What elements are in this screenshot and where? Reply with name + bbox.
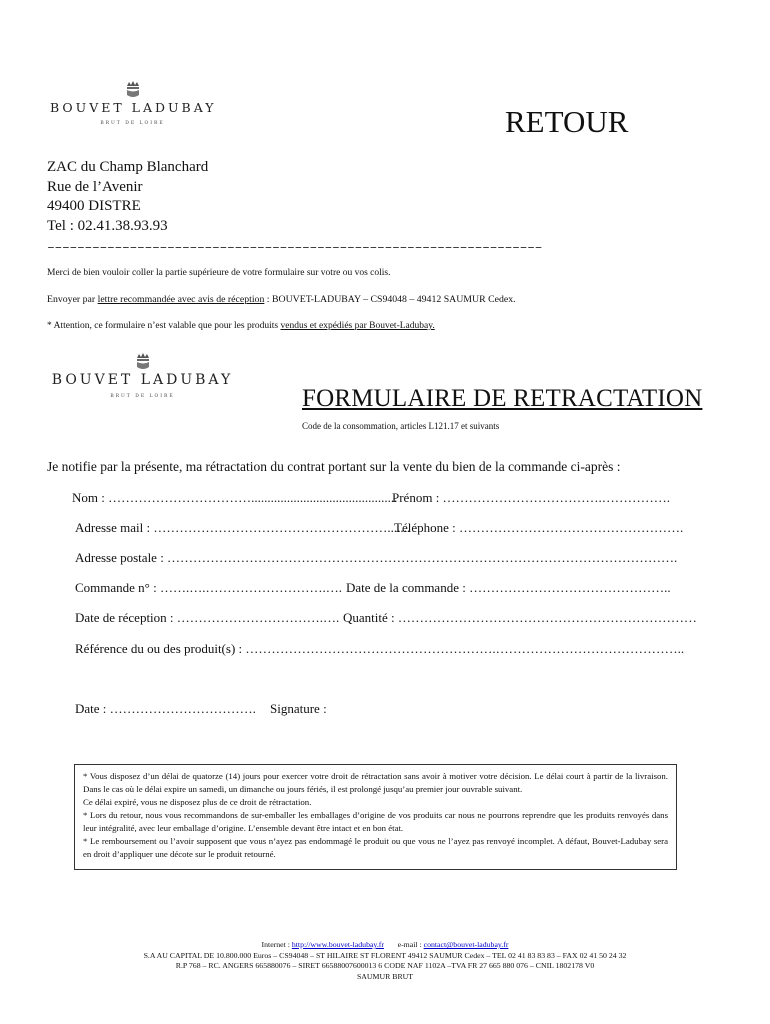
terms-paragraph: * Le remboursement ou l’avoir supposent que vous n’ayez pas endommagé le produit ou que vous ne l’ayez pas renvoyé incomplet. A défaut, Bouvet-Ladubay sera en droit d’appliquer une décote sur le produit retourné. bbox=[83, 836, 668, 859]
field-date[interactable]: Date : ……………………………. bbox=[75, 701, 256, 716]
field-commande[interactable]: Commande n° : …….….……………………….…. bbox=[75, 580, 342, 595]
address-phone: Tel : 02.41.38.93.93 bbox=[47, 217, 168, 234]
address-line: Rue de l’Avenir bbox=[47, 178, 143, 195]
footer-legal: S.A AU CAPITAL DE 10.800.000 Euros – CS94048 – ST HILAIRE ST FLORENT 49412 SAUMUR Cedex – TEL 02 41 83 83 83 – FAX 02 41 50 24 32 bbox=[143, 950, 627, 960]
form-title: FORMULAIRE DE RETRACTATION bbox=[302, 385, 703, 412]
terms-notice-box bbox=[74, 764, 677, 870]
terms-paragraph: * Lors du retour, nous vous recommandons de sur-emballer les emballages d’origine de vos produits car nous ne pourrons reprendre que les produits renvoyés dans leur intégralité, avec leur emballage d’origine. L’ensemble devant être intact et en bon état. bbox=[83, 810, 668, 833]
form-intro: Je notifie par la présente, ma rétractation du contrat portant sur la vente du bien de la commande ci-après : bbox=[47, 459, 621, 474]
address-line: 49400 DISTRE bbox=[47, 198, 141, 214]
field-email[interactable]: Adresse mail : ………………………………………………....... bbox=[75, 520, 411, 535]
field-signature[interactable]: Signature : bbox=[270, 701, 327, 716]
footer-label: Internet : bbox=[261, 940, 292, 949]
crest-icon bbox=[124, 80, 142, 100]
instruction-line: Merci de bien vouloir coller la partie supérieure de votre formulaire sur votre ou vos colis. bbox=[47, 268, 391, 278]
instruction-text: Envoyer par bbox=[47, 294, 98, 305]
crest-icon bbox=[134, 352, 152, 372]
brand-name: BOUVET LADUBAY bbox=[51, 372, 234, 388]
field-prenom[interactable]: Prénom : ……………………………….……………. bbox=[392, 490, 671, 505]
field-adresse-postale[interactable]: Adresse postale : ………………………………………………………………………………………………………. bbox=[75, 550, 678, 565]
instruction-send bbox=[47, 294, 516, 305]
footer-label: e-mail : bbox=[397, 940, 424, 949]
footer-contact bbox=[0, 940, 770, 951]
field-telephone[interactable]: Téléphone : ……………………………………………. bbox=[394, 520, 684, 535]
field-reference[interactable]: Référence du ou des produit(s) : ………………………………………………….…………………………………….. bbox=[75, 641, 685, 656]
instruction-text: : BOUVET-LADUBAY – CS94048 – 49412 SAUMUR Cedex. bbox=[264, 294, 516, 305]
brand-logo-top bbox=[50, 80, 215, 126]
field-quantite[interactable]: Quantité : …………………………………………………………… bbox=[343, 610, 697, 625]
footer-legal: R.P 768 – RC. ANGERS 665880076 – SIRET 66588007600013 6 CODE NAF 1102A –TVA FR 27 665 880 076 – CNIL 1802178 V0 bbox=[175, 961, 595, 970]
email-link[interactable]: contact@bouvet-ladubay.fr bbox=[423, 940, 509, 949]
instruction-emphasis: vendus et expédiés par Bouvet-Ladubay. bbox=[280, 321, 435, 331]
cut-line: –––––––––––––––––––––––––––––––––––––––––––––––––––––––––––––––––– bbox=[47, 240, 543, 255]
company-address bbox=[47, 158, 208, 236]
address-line: ZAC du Champ Blanchard bbox=[47, 159, 209, 175]
instruction-warning bbox=[47, 321, 435, 331]
field-date-reception[interactable]: Date de réception : …………………………….…. bbox=[75, 610, 340, 625]
field-nom[interactable]: Nom : ……………………………............................................. bbox=[72, 490, 398, 505]
website-link[interactable]: http://www.bouvet-ladubay.fr bbox=[291, 940, 384, 949]
page-footer bbox=[0, 940, 770, 982]
footer-legal: SAUMUR BRUT bbox=[356, 971, 414, 981]
brand-tagline: BRUT DE LOIRE bbox=[110, 394, 175, 399]
brand-logo-form bbox=[50, 352, 235, 399]
page-title: RETOUR bbox=[505, 104, 629, 139]
brand-tagline: BRUT DE LOIRE bbox=[100, 121, 165, 126]
instruction-text: * Attention, ce formulaire n’est valable que pour les produits bbox=[47, 321, 281, 331]
terms-paragraph: Ce délai expiré, vous ne disposez plus de ce droit de rétractation. bbox=[83, 797, 312, 807]
instruction-emphasis: lettre recommandée avec avis de réception bbox=[97, 294, 265, 305]
brand-name: BOUVET LADUBAY bbox=[50, 100, 217, 115]
terms-paragraph: * Vous disposez d’un délai de quatorze (14) jours pour exercer votre droit de rétractation sans avoir à motiver votre décision. Le délai court à partir de la livraison. Dans le cas où le délai expire un samedi, un dimanche ou jours fériés, il est prolongé jusqu’au premier jour ouvrable suivant. bbox=[83, 771, 668, 794]
form-subtitle: Code de la consommation, articles L121.17 et suivants bbox=[302, 421, 500, 431]
field-date-commande[interactable]: Date de la commande : ……………………………………….. bbox=[346, 580, 671, 595]
